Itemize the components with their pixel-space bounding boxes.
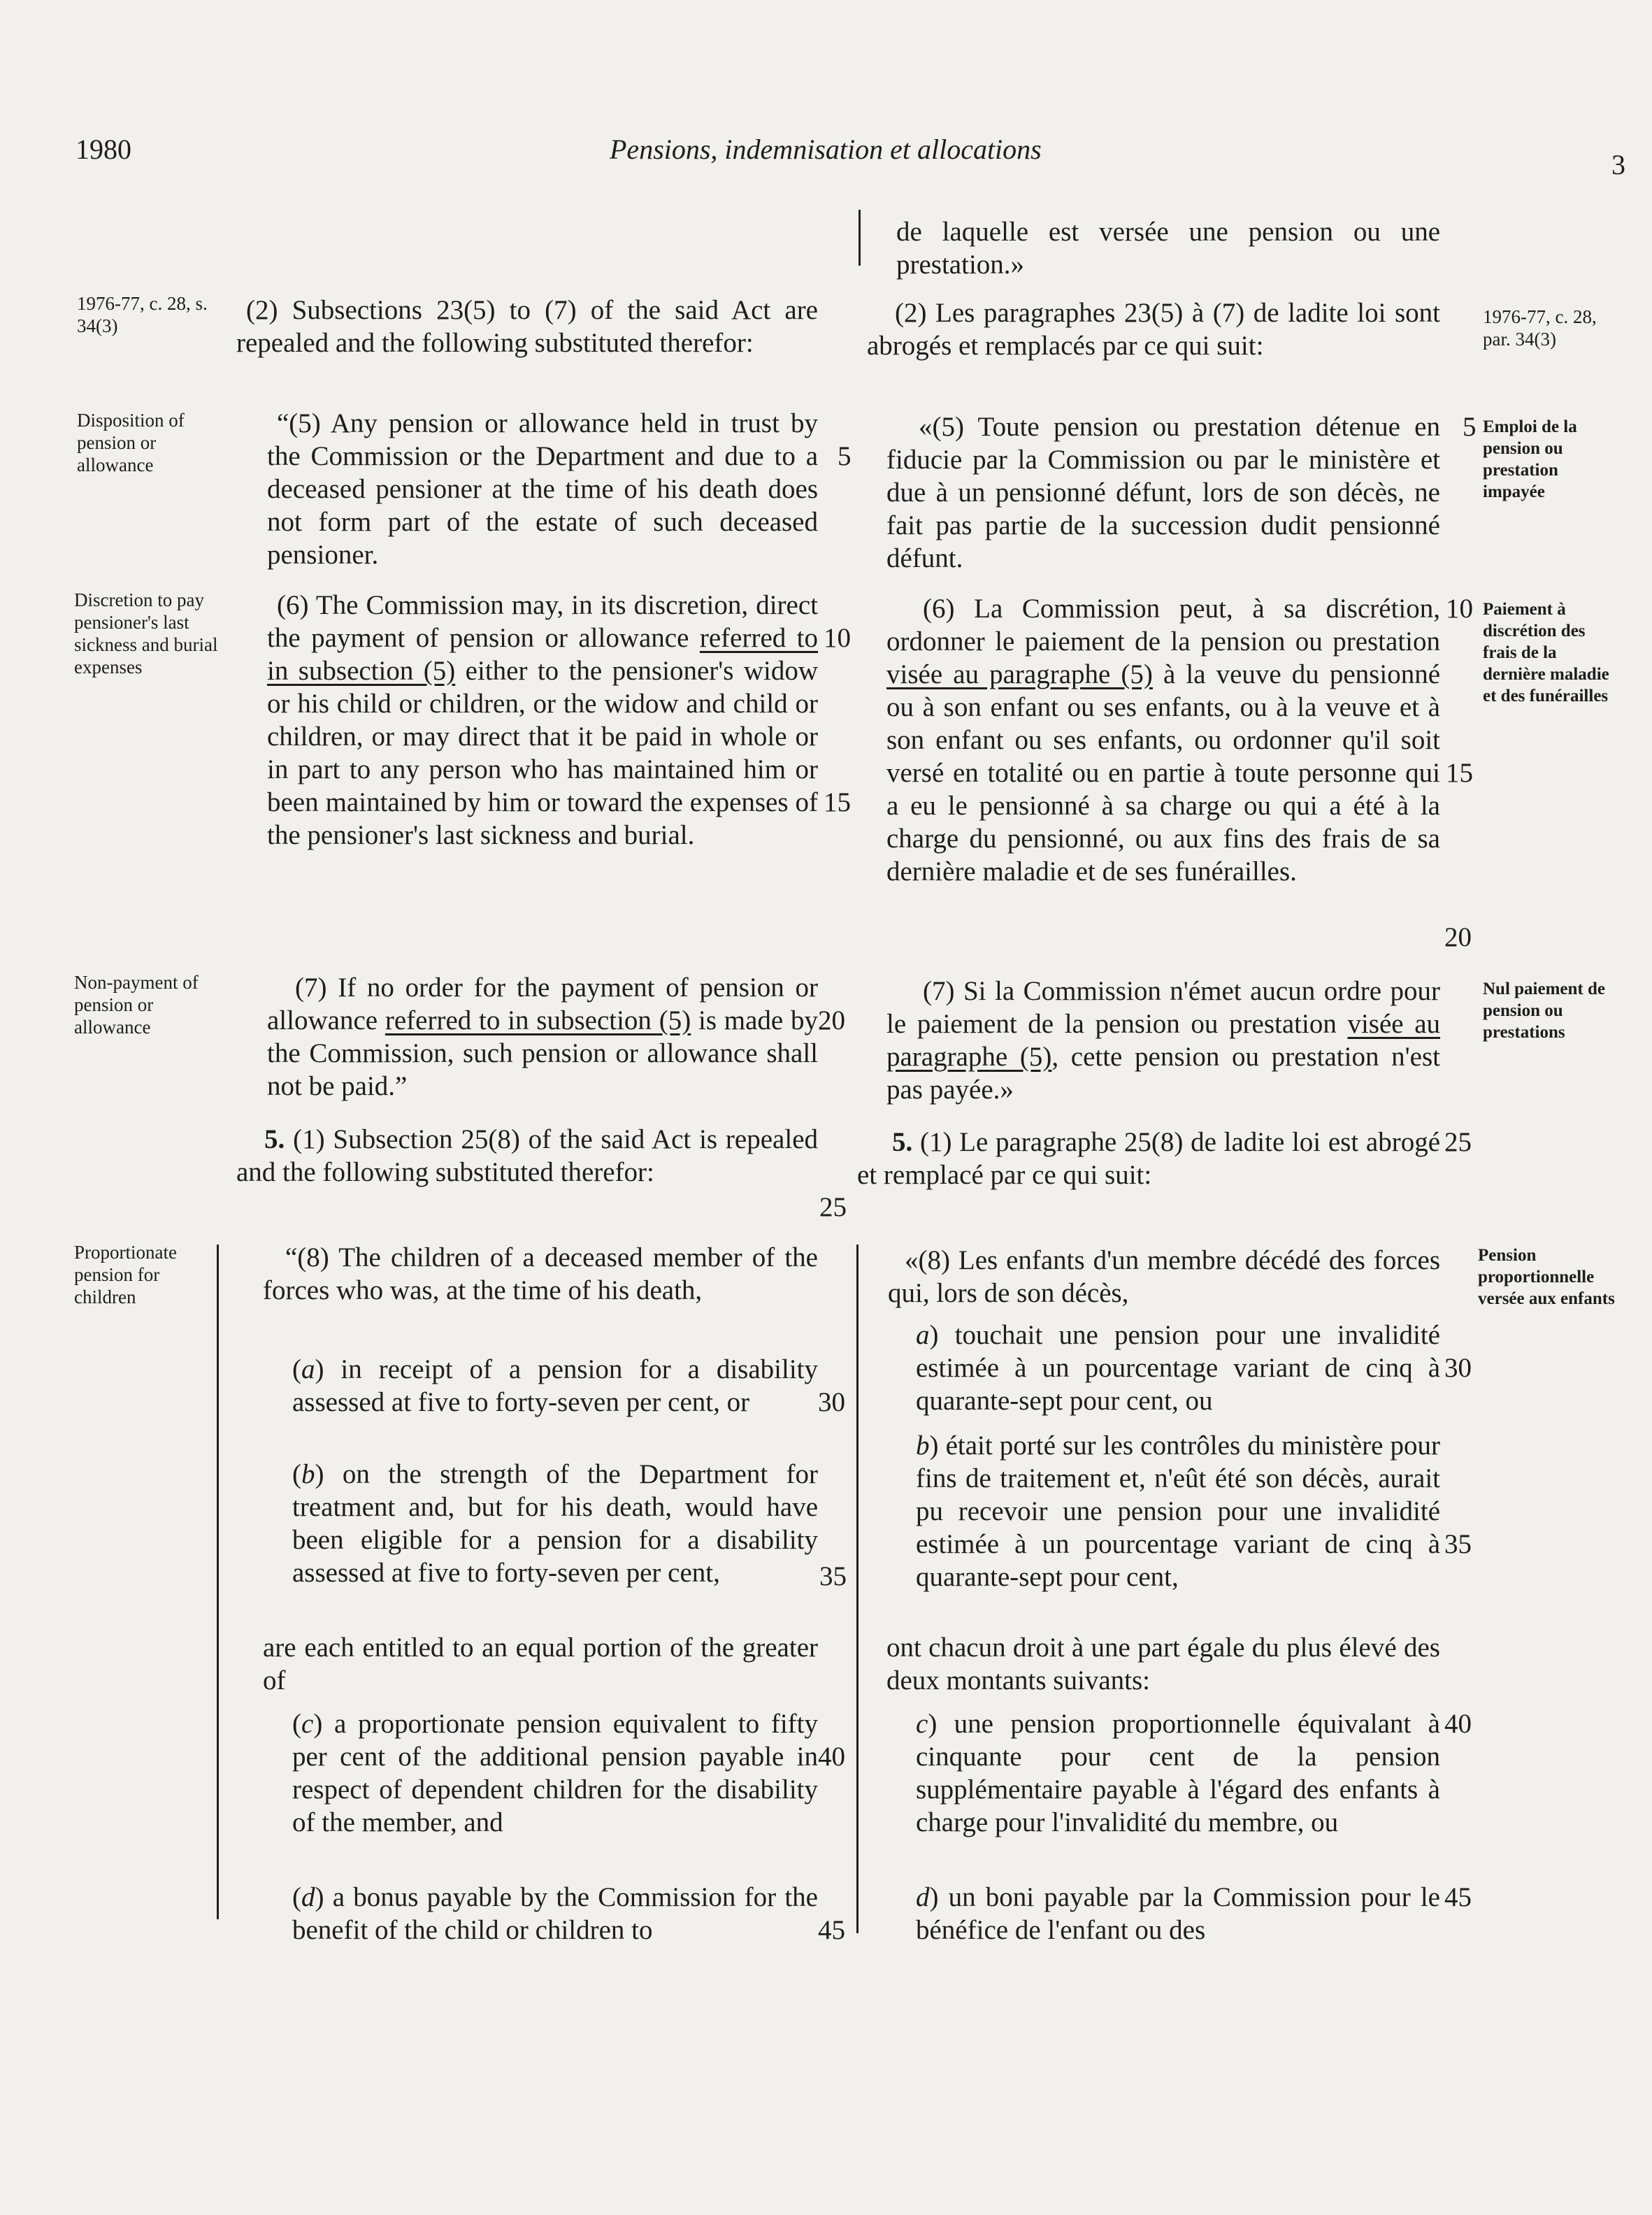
en-clause-5: 5. (1) Subsection 25(8) of the said Act is repealed and the following substituted therefor: bbox=[236, 1124, 818, 1187]
margin-note-proportionate: Proportionate pension for children bbox=[74, 1242, 177, 1307]
line-number: 25 bbox=[1444, 1127, 1472, 1157]
en-subsection-8: “(8) The children of a deceased member of the forces who was, at the time of his death, bbox=[263, 1242, 818, 1305]
line-number: 15 bbox=[1446, 758, 1473, 788]
fr-paragraph-c: c) une pension proportionnelle équivalant à cinquante pour cent de la pension supplémentaire payable à l'égard des enfants à charge pour l'invalidité du membre, ou bbox=[916, 1709, 1440, 1837]
page-number: 3 bbox=[1611, 149, 1625, 180]
fr-paragraph-a: a) touchait une pension pour une invalidité estimée à un pourcentage variant de cinq à quarante-sept pour cent, ou bbox=[916, 1320, 1440, 1416]
margin-note-pension-prop: Pension proportionnelle versée aux enfants bbox=[1478, 1246, 1615, 1308]
line-number: 35 bbox=[1444, 1529, 1472, 1559]
margin-note-nonpayment: Non-payment of pension or allowance bbox=[74, 972, 199, 1038]
revision-bar-mid bbox=[856, 1245, 859, 1933]
en-paragraph-a: (a) in receipt of a pension for a disability assessed at five to forty-seven per cent, or bbox=[292, 1354, 818, 1417]
line-number: 45 bbox=[818, 1915, 845, 1945]
line-number: 20 bbox=[818, 1005, 845, 1035]
line-number: 45 bbox=[1444, 1882, 1472, 1912]
margin-note-nul: Nul paiement de pension ou prestations bbox=[1483, 980, 1605, 1042]
en-subsection-5: “(5) Any pension or allowance held in trust by the Commission or the Department and due to a deceased pensioner at the time of his death does not form part of the estate of such deceased pensioner. bbox=[267, 408, 818, 570]
line-number: 40 bbox=[1444, 1709, 1472, 1739]
revision-bar-en-s8 bbox=[217, 1245, 219, 1919]
line-number: 5 bbox=[838, 441, 852, 471]
en-paragraph-b: (b) on the strength of the Department for treatment and, but for his death, would have been eligible for a pension for a disability assessed at five to forty-seven per cent, bbox=[292, 1459, 818, 1588]
fr-continuation: de laquelle est versée une pension ou une prestation.» bbox=[896, 217, 1440, 280]
en-paragraph-d: (d) a bonus payable by the Commission for the benefit of the child or children to bbox=[292, 1882, 818, 1945]
revision-bar-top bbox=[859, 210, 861, 266]
margin-note-disposition: Disposition of pension or allowance bbox=[77, 410, 185, 475]
margin-note-fr-ref: 1976-77, c. 28, par. 34(3) bbox=[1483, 306, 1597, 350]
fr-entitlement: ont chacun droit à une part égale du plus élevé des deux montants suivants: bbox=[886, 1633, 1440, 1696]
line-number: 10 bbox=[824, 623, 851, 653]
fr-subsection-5: «(5) Toute pension ou prestation détenue en fiducie par la Commission ou par le ministère et due à un pensionné défunt, lors de son décès, ne fait pas partie de la succession dudit pensionné défunt. bbox=[886, 412, 1440, 573]
line-number: 20 bbox=[1444, 922, 1472, 952]
line-number: 10 bbox=[1446, 594, 1473, 624]
fr-subsection-7: (7) Si la Commission n'émet aucun ordre pour le paiement de la pension ou prestation visée au paragraphe (5), cette pension ou prestation n'est pas payée.» bbox=[886, 976, 1441, 1105]
line-number: 25 bbox=[819, 1192, 847, 1222]
en-subsection-6: (6) The Commission may, in its discretion, direct the payment of pension or allowance referred to in subsection (5) either to the pensioner's widow or his child or children, or the widow and child or children, or may direct that it be paid in whole or in part to any person who has maintained him or been maintained by him or toward the expenses of the pensioner's last sickness and burial. bbox=[267, 590, 819, 850]
en-entitlement: are each entitled to an equal portion of the greater of bbox=[263, 1633, 818, 1696]
line-number: 40 bbox=[818, 1742, 845, 1772]
fr-paragraph-d: d) un boni payable par la Commission pour le bénéfice de l'enfant ou des bbox=[916, 1882, 1440, 1945]
fr-clause-5: 5. (1) Le paragraphe 25(8) de ladite loi est abrogé et remplacé par ce qui suit: bbox=[857, 1127, 1440, 1190]
running-title: Pensions, indemnisation et allocations bbox=[610, 134, 1042, 165]
line-number: 5 bbox=[1463, 412, 1477, 442]
line-number: 15 bbox=[824, 787, 851, 817]
margin-note-paiement: Paiement à discrétion des frais de la dernière maladie et des funérailles bbox=[1483, 600, 1609, 705]
line-number: 35 bbox=[819, 1561, 847, 1591]
year: 1980 bbox=[76, 134, 131, 165]
fr-paragraph-b: b) était porté sur les contrôles du ministère pour fins de traitement et, n'eût été son décès, aurait pu recevoir une pension pour une invalidité estimée à un pourcentage variant de cinq à quarante-sept pour cent, bbox=[916, 1431, 1440, 1592]
margin-note-discretion: Discretion to pay pensioner's last sickness and burial expenses bbox=[74, 589, 218, 678]
margin-note-en-ref: 1976-77, c. 28, s. 34(3) bbox=[77, 293, 208, 336]
en-subsection-7: (7) If no order for the payment of pension or allowance referred to in subsection (5) is made by the Commission, such pension or allowance shall not be paid.” bbox=[267, 973, 819, 1101]
margin-note-emploi: Emploi de la pension ou prestation impayée bbox=[1483, 417, 1577, 501]
fr-subsection-8: «(8) Les enfants d'un membre décédé des forces qui, lors de son décès, bbox=[888, 1245, 1440, 1308]
en-paragraph-c: (c) a proportionate pension equivalent to fifty per cent of the additional pension payable in respect of dependent children for the disability of the member, and bbox=[292, 1709, 818, 1837]
en-subsection-2: (2) Subsections 23(5) to (7) of the said Act are repealed and the following substituted therefor: bbox=[236, 295, 818, 358]
fr-subsection-2: (2) Les paragraphes 23(5) à (7) de ladite loi sont abrogés et remplacés par ce qui suit: bbox=[867, 298, 1440, 361]
fr-subsection-6: (6) La Commission peut, à sa discrétion, ordonner le paiement de la pension ou prestation visée au paragraphe (5) à la veuve du pensionné ou à son enfant ou ses enfants, ou à la veuve et à son enfant ou ses enfants, ou ordonner qu'il soit versé en totalité ou en partie à toute personne qui a eu le pensionné à sa charge ou qui a été à la charge du pensionné, ou aux fins des frais de sa dernière maladie et de ses funérailles. bbox=[886, 594, 1440, 887]
line-number: 30 bbox=[818, 1387, 845, 1417]
line-number: 30 bbox=[1444, 1353, 1472, 1383]
